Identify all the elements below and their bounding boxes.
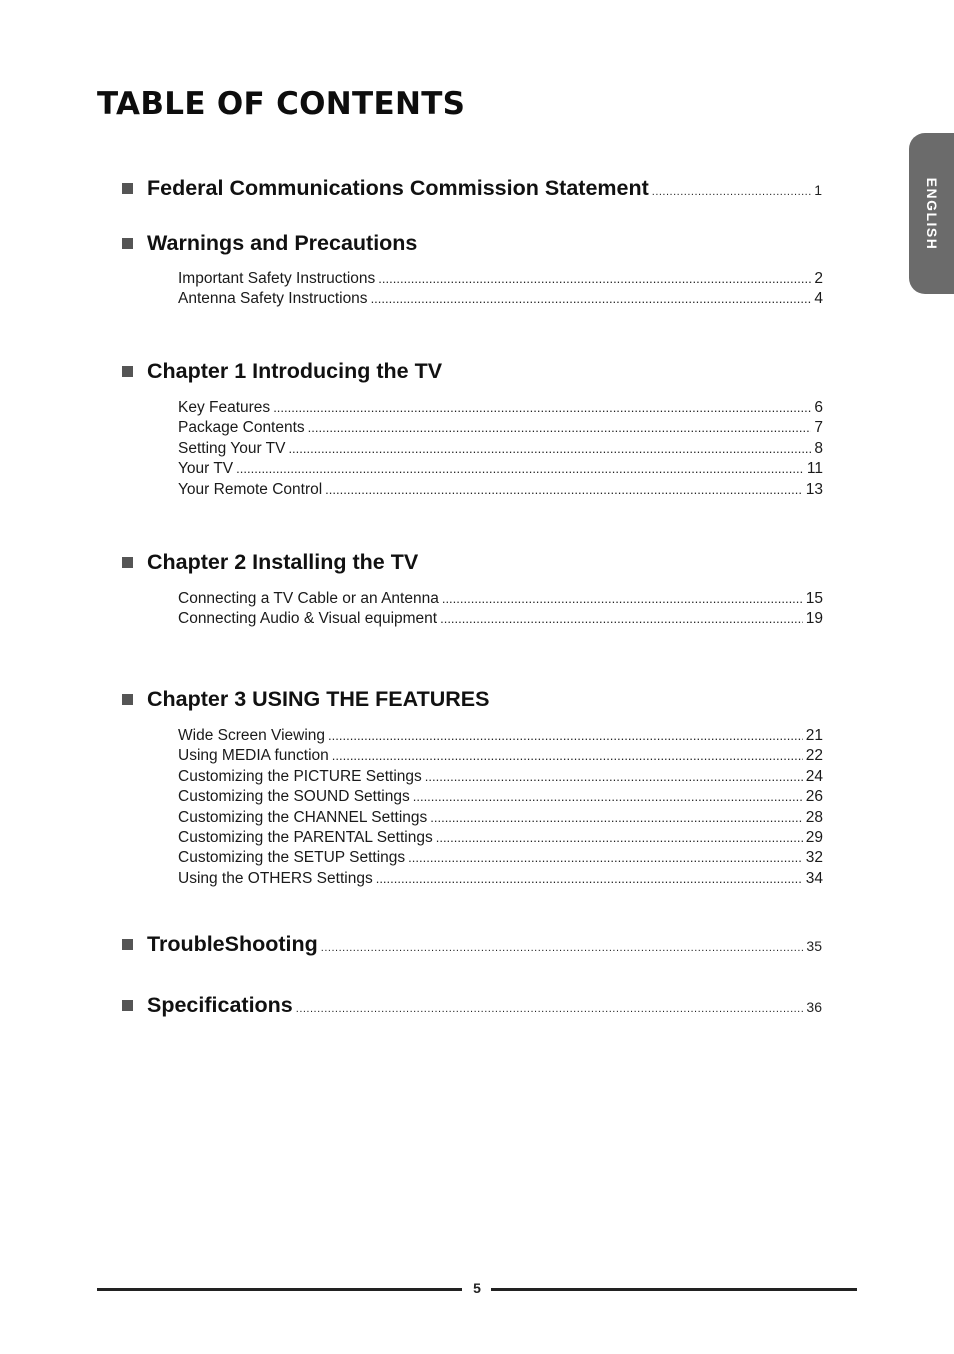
toc-section-specifications[interactable] (122, 993, 822, 1023)
entry-title: Package Contents (178, 419, 305, 437)
entry-title: Your TV (178, 460, 234, 478)
square-bullet-icon (122, 939, 133, 950)
toc-entries-warnings (178, 270, 823, 311)
entry-page: 24 (805, 767, 823, 785)
toc-entry[interactable] (178, 849, 823, 869)
entry-page: 32 (805, 849, 823, 867)
toc-section-warnings (122, 231, 822, 261)
toc-section-fcc[interactable] (122, 176, 822, 206)
language-tab-label: ENGLISH (923, 177, 940, 250)
toc-section-chapter-2 (122, 550, 822, 580)
section-title: Chapter 2 Installing the TV (147, 550, 419, 574)
toc-entry[interactable] (178, 290, 823, 310)
dot-leader (440, 611, 803, 626)
section-page: 36 (806, 999, 822, 1015)
section-page: 1 (814, 182, 822, 198)
language-tab (909, 133, 954, 294)
dot-leader (652, 186, 811, 198)
entry-page: 11 (806, 460, 823, 478)
section-title: TroubleShooting (147, 932, 318, 956)
entry-page: 6 (814, 399, 823, 416)
entry-page: 28 (805, 808, 823, 826)
dot-leader (371, 291, 812, 306)
entry-title: Connecting Audio & Visual equipment (178, 610, 438, 628)
dot-leader (288, 441, 811, 456)
entry-title: Wide Screen Viewing (178, 727, 326, 744)
entry-page: 29 (805, 828, 823, 846)
entry-page: 34 (805, 869, 823, 887)
toc-entry[interactable] (178, 727, 823, 747)
toc-entry[interactable] (178, 809, 823, 829)
section-title: Warnings and Precautions (147, 231, 418, 255)
toc-entry[interactable] (178, 768, 823, 788)
section-title: Chapter 3 USING THE FEATURES (147, 687, 490, 711)
dot-leader (325, 482, 803, 497)
toc-entry[interactable] (178, 270, 823, 290)
square-bullet-icon (122, 366, 133, 377)
entry-page: 13 (805, 480, 823, 498)
dot-leader (332, 748, 803, 763)
square-bullet-icon (122, 238, 133, 249)
entry-page: 4 (814, 290, 823, 308)
dot-leader (436, 830, 803, 845)
toc-section-troubleshooting[interactable] (122, 932, 822, 962)
section-title: Federal Communications Commission Statement (147, 176, 649, 200)
toc-entry[interactable] (178, 460, 823, 480)
square-bullet-icon (122, 557, 133, 568)
toc-entry[interactable] (178, 870, 823, 890)
entry-title: Customizing the SOUND Settings (178, 788, 410, 806)
toc-section-chapter-3 (122, 687, 822, 717)
entry-title: Important Safety Instructions (178, 270, 376, 287)
dot-leader (376, 871, 803, 886)
dot-leader (328, 728, 803, 743)
toc-entry[interactable] (178, 481, 823, 501)
toc-section-chapter-1 (122, 359, 822, 389)
dot-leader (236, 461, 804, 476)
entry-title: Customizing the PARENTAL Settings (178, 828, 433, 846)
entry-page: 8 (814, 439, 823, 457)
entry-title: Using the OTHERS Settings (178, 869, 373, 887)
entry-title: Antenna Safety Instructions (178, 290, 368, 308)
dot-leader (273, 400, 811, 415)
entry-title: Your Remote Control (178, 480, 323, 498)
entry-page: 7 (814, 419, 823, 437)
entry-page: 19 (805, 610, 823, 628)
dot-leader (442, 591, 803, 606)
section-title: Chapter 1 Introducing the TV (147, 359, 443, 383)
toc-entries-chapter-3 (178, 727, 823, 890)
toc-entries-chapter-2 (178, 590, 823, 631)
dot-leader (308, 420, 812, 435)
footer-rule-left (97, 1288, 462, 1291)
entry-page: 2 (814, 270, 823, 287)
page-number: 5 (473, 1280, 481, 1296)
toc-entry[interactable] (178, 610, 823, 630)
toc-entry[interactable] (178, 419, 823, 439)
toc-entry[interactable] (178, 788, 823, 808)
entry-title: Key Features (178, 399, 271, 416)
dot-leader (408, 850, 803, 865)
square-bullet-icon (122, 694, 133, 705)
entry-title: Connecting a TV Cable or an Antenna (178, 590, 439, 607)
toc-entry[interactable] (178, 590, 823, 610)
section-page: 35 (806, 938, 822, 954)
entry-title: Customizing the CHANNEL Settings (178, 808, 428, 826)
section-title: Specifications (147, 993, 293, 1017)
dot-leader (296, 1003, 804, 1015)
square-bullet-icon (122, 183, 133, 194)
page-title: TABLE OF CONTENTS (97, 86, 466, 122)
entry-page: 21 (805, 727, 823, 744)
entry-page: 22 (805, 747, 823, 765)
dot-leader (413, 789, 803, 804)
dot-leader (321, 942, 804, 954)
toc-entry[interactable] (178, 399, 823, 419)
dot-leader (430, 810, 803, 825)
dot-leader (425, 769, 803, 784)
toc-entry[interactable] (178, 440, 823, 460)
footer-rule-right (491, 1288, 857, 1291)
entry-title: Customizing the SETUP Settings (178, 849, 406, 867)
entry-title: Using MEDIA function (178, 747, 329, 765)
dot-leader (378, 271, 811, 286)
entry-page: 15 (805, 590, 823, 607)
entry-page: 26 (805, 788, 823, 806)
toc-entries-chapter-1 (178, 399, 823, 501)
entry-title: Setting Your TV (178, 439, 286, 457)
entry-title: Customizing the PICTURE Settings (178, 767, 422, 785)
toc-entry[interactable] (178, 829, 823, 849)
toc-entry[interactable] (178, 747, 823, 767)
square-bullet-icon (122, 1000, 133, 1011)
